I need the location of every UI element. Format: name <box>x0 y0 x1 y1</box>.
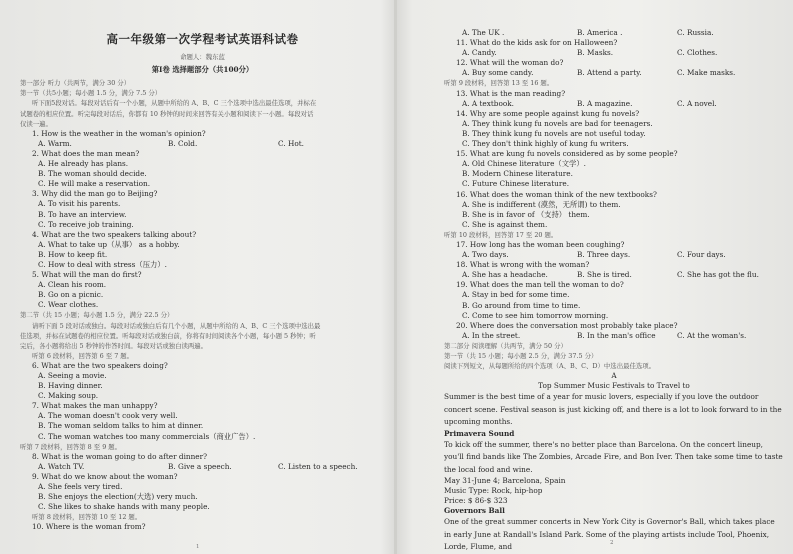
option-a: A. They think kung fu novels are bad for teenagers. <box>462 118 653 128</box>
option-c: C. Come to see him tomorrow morning. <box>462 310 609 320</box>
question-19: 19. What does the man tell the woman to do? <box>456 280 624 290</box>
exam-title: 高一年级第一次学程考试英语科试卷 <box>106 32 299 46</box>
option-a: A. The woman doesn't cook very well. <box>38 411 178 421</box>
directions-line: 试题卷的相应位置。听完每段对话后，你都有 10 秒钟的时间来回答有关小题和阅读下一小题。每段对话 <box>20 109 314 118</box>
right-page <box>444 0 784 554</box>
option-b: B. Cold. <box>168 138 198 148</box>
q1-options <box>20 139 385 149</box>
option-b: B. She is tired. <box>577 270 632 280</box>
option-b: B. To have an interview. <box>38 209 127 219</box>
festival-date-place: May 31-June 4; Barcelona, Spain <box>444 475 566 485</box>
option-a: A. Buy some candy. <box>462 68 534 78</box>
option-a: A. Two days. <box>462 250 509 260</box>
option-c: C. Making soup. <box>38 391 99 401</box>
question-11: 11. What do the kids ask for on Halloween? <box>456 38 618 48</box>
question-4: 4. What are the two speakers talking about? <box>32 229 197 239</box>
option-b: B. She is in favor of （支持） them. <box>462 209 590 219</box>
option-c: C. The woman watches too many commercials（商业广告）. <box>38 431 256 441</box>
festival-price: Price: $ 86-$ 323 <box>444 496 508 506</box>
option-b: B. The woman seldom talks to him at dinner. <box>38 421 204 431</box>
q8-options <box>20 462 385 472</box>
option-b: B. In the man's office <box>577 330 656 340</box>
option-c: C. Four days. <box>677 250 726 260</box>
reading-section-heading: 第一节（共 15 小题；每小题 2.5 分，满分 37.5 分） <box>444 352 598 360</box>
material-note: 听第 9 段材料，回答第 13 至 16 题。 <box>444 79 554 88</box>
paragraph: Summer is the best time of a year for music lovers, especially if you love the outdoor concert scene. Festival season is just kicking off, and there is a lot to look forward to in the upcoming months. <box>444 392 782 427</box>
option-c: C. How to deal with stress（压力）. <box>38 259 167 269</box>
option-c: C. Future Chinese literature. <box>462 179 570 189</box>
left-page <box>20 0 385 533</box>
q20-options <box>444 331 784 341</box>
option-c: C. He will make a reservation. <box>38 179 151 189</box>
q12-options <box>444 68 784 78</box>
q18-options <box>444 270 784 280</box>
volume-heading: 第Ⅰ卷 选择题部分（共100分） <box>151 65 254 75</box>
option-b: B. Give a speech. <box>168 461 232 471</box>
material-note: 听第 7 段材料，回答第 8 至 9 题。 <box>20 442 122 451</box>
material-note: 听第 10 段材料，回答第 17 至 20 题。 <box>444 230 558 239</box>
option-b: B. The woman should decide. <box>38 169 147 179</box>
question-13: 13. What is the man reading? <box>456 88 566 98</box>
option-c: C. She has got the flu. <box>677 270 759 280</box>
passage-letter: A <box>611 371 617 381</box>
section2-heading: 第二节（共 15 小题；每小题 1.5 分，满分 22.5 分） <box>20 311 174 320</box>
festival-music-type: Music Type: Rock, hip-hop <box>444 486 543 495</box>
q11-options <box>444 48 784 58</box>
option-b: B. Masks. <box>577 48 614 58</box>
option-b: B. Go around from time to time. <box>462 300 581 310</box>
q17-options <box>444 250 784 260</box>
paragraph: To kick off the summer, there's no better place than Barcelona. On the concert lineup, you'll find bands like The Zombies, Arcade Fire, and Bon Iver. Then take some time to taste the local food and wine. <box>444 439 783 474</box>
option-a: A. Clean his room. <box>38 280 107 290</box>
reading-directions: 阅读下列短文，从每题所给的四个选项（A、B、C、D）中选出最佳选项。 <box>444 362 656 371</box>
option-a: A. Candy. <box>462 48 497 58</box>
option-c: C. At the woman's. <box>677 330 747 340</box>
option-a: A. Old Chinese literature（文学）. <box>462 159 586 169</box>
option-c: C. They don't think highly of kung fu writers. <box>462 139 629 149</box>
option-a: A. What to take up（从事） as a hobby. <box>38 239 180 249</box>
page-number: 2 <box>610 540 614 546</box>
directions-line: 听下面5段对话。每段对话后有一个小题，从题中所给的 A、B、C 三个选项中选出最佳选项，并标在 <box>32 99 317 108</box>
directions-line: 佳选项，并标在试题卷的相应位置。听每段对话或独白前，你将有时间阅读各个小题，每小题 5 秒钟；听 <box>20 331 316 340</box>
option-a: A. She feels very tired. <box>38 482 123 492</box>
part1-heading: 第一部分 听力（共两节，满分 30 分） <box>20 79 131 88</box>
option-c: C. To receive job training. <box>38 219 134 229</box>
option-b: B. A magazine. <box>577 98 633 108</box>
festival-heading: Primavera Sound <box>444 428 515 438</box>
question-9: 9. What do we know about the woman? <box>32 471 178 481</box>
directions-line: 请听下面 5 段对话或独白。每段对话或独白后有几个小题，从题中所给的 A、B、C 三个选项中选出最 <box>32 321 321 330</box>
q13-options <box>444 99 784 109</box>
option-a: A. Seeing a movie. <box>38 371 107 380</box>
question-17: 17. How long has the woman been coughing? <box>456 239 625 249</box>
option-a: A. He already has plans. <box>38 159 129 169</box>
author-line: 命题人：魏东蓝 <box>180 53 225 62</box>
option-a: A. In the street. <box>462 330 521 340</box>
option-b: B. She enjoys the election(大选) very much. <box>38 492 198 502</box>
option-b: B. Three days. <box>577 250 631 260</box>
option-a: A. Warm. <box>38 138 72 148</box>
article-title: Top Summer Music Festivals to Travel to <box>538 381 690 391</box>
section1-heading: 第一节（共5小题；每小题 1.5 分，满分 7.5 分） <box>20 89 162 98</box>
option-b: B. They think kung fu novels are not useful today. <box>462 128 646 138</box>
material-note: 听第 8 段材料，回答第 10 至 12 题。 <box>32 513 142 522</box>
paragraph: One of the great summer concerts in New York City is Governor's Ball, which takes place in early June at Randall's Island Park. Some of the playing artists include Tool, Phoenix, Lorde, Flume, and <box>444 517 775 552</box>
part2-heading: 第二部分 阅读理解（共两节，满分 50 分） <box>444 341 567 350</box>
question-1: 1. How is the weather in the woman's opinion? <box>32 128 206 138</box>
question-18: 18. What is wrong with the woman? <box>456 260 590 270</box>
option-a: A. She has a headache. <box>462 270 548 280</box>
question-14: 14. Why are some people against kung fu novels? <box>456 108 640 118</box>
page-number: 1 <box>196 544 200 550</box>
option-c: C. Hot. <box>278 138 304 148</box>
option-a: A. A textbook. <box>462 98 514 108</box>
question-7: 7. What makes the man unhappy? <box>32 401 158 411</box>
option-a: A. To visit his parents. <box>38 199 121 209</box>
question-16: 16. What does the woman think of the new textbooks? <box>456 189 657 199</box>
option-a: A. Stay in bed for some time. <box>462 290 570 300</box>
option-c: C. Clothes. <box>677 48 718 58</box>
option-a: A. She is indifferent (漠然，无所谓) to them. <box>462 199 621 209</box>
option-c: C. She likes to shake hands with many people. <box>38 502 210 512</box>
option-c: C. Russia. <box>677 28 714 37</box>
question-5: 5. What will the man do first? <box>32 270 142 280</box>
question-15: 15. What are kung fu novels considered as by some people? <box>456 149 678 159</box>
option-c: C. Listen to a speech. <box>278 461 358 471</box>
option-a: A. Watch TV. <box>38 461 85 471</box>
question-6: 6. What are the two speakers doing? <box>32 360 168 370</box>
question-2: 2. What does the man mean? <box>32 148 140 158</box>
option-c: C. Wear clothes. <box>38 300 99 310</box>
option-b: B. Having dinner. <box>38 381 103 391</box>
directions-line: 仅读一遍。 <box>20 119 52 128</box>
option-a: A. The UK . <box>462 28 505 37</box>
page-fold <box>394 0 397 554</box>
material-note: 听第 6 段材料，回答第 6 至 7 题。 <box>32 351 134 360</box>
option-b: B. Attend a party. <box>577 68 642 78</box>
directions-line: 完后，各小题将给出 5 秒钟的作答时间。每段对话或独白读两遍。 <box>20 341 208 350</box>
option-c: C. She is against them. <box>462 219 548 229</box>
option-b: B. Modern Chinese literature. <box>462 169 573 179</box>
option-c: C. Make masks. <box>677 68 736 78</box>
question-12: 12. What will the woman do? <box>456 58 564 68</box>
question-8: 8. What is the woman going to do after dinner? <box>32 451 208 461</box>
option-b: B. How to keep fit. <box>38 249 108 259</box>
option-b: B. America . <box>577 28 623 37</box>
option-c: C. A novel. <box>677 98 717 108</box>
q10-options <box>444 28 784 38</box>
question-10: 10. Where is the woman from? <box>32 522 146 532</box>
question-20: 20. Where does the conversation most probably take place? <box>456 320 678 330</box>
festival-heading: Governors Ball <box>444 506 505 516</box>
question-3: 3. Why did the man go to Beijing? <box>32 189 158 199</box>
option-b: B. Go on a picnic. <box>38 290 104 300</box>
